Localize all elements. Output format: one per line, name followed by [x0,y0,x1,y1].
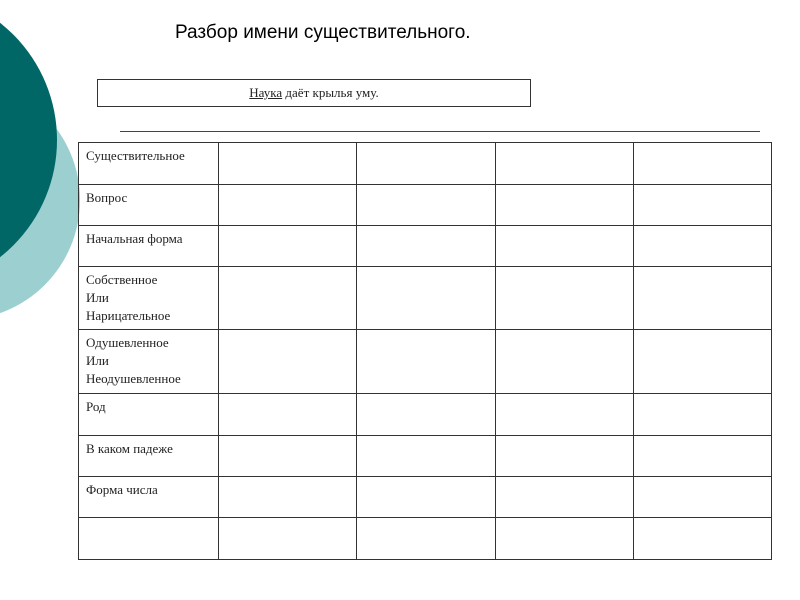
answer-cell[interactable] [219,330,357,394]
table-row [79,185,772,226]
row-label-line: Нарицательное [86,308,171,323]
row-label [79,143,219,185]
row-label-line: Начальная форма [86,231,183,246]
answer-cell[interactable] [357,330,495,394]
answer-cell[interactable] [357,185,495,226]
answer-cell[interactable] [495,330,633,394]
answer-cell[interactable] [219,436,357,477]
answer-cell[interactable] [357,394,495,436]
table-row [79,518,772,560]
row-label-line: Одушевленное [86,335,169,350]
table-row [79,436,772,477]
answer-cell[interactable] [357,477,495,518]
decorative-circles [0,0,90,340]
answer-cell[interactable] [219,185,357,226]
answer-cell[interactable] [495,143,633,185]
answer-cell[interactable] [633,330,771,394]
analysis-table [78,142,772,560]
answer-cell[interactable] [495,185,633,226]
answer-cell[interactable] [219,226,357,267]
row-label [79,436,219,477]
sentence-subject: Наука [249,85,283,100]
sentence-rest: даёт крылья уму. [282,85,379,100]
table-row [79,143,772,185]
answer-cell[interactable] [357,143,495,185]
answer-cell[interactable] [633,143,771,185]
answer-cell[interactable] [495,394,633,436]
row-label-line: Собственное [86,272,158,287]
answer-cell[interactable] [633,267,771,330]
answer-cell[interactable] [633,185,771,226]
answer-cell[interactable] [219,143,357,185]
answer-cell[interactable] [495,477,633,518]
answer-cell[interactable] [357,518,495,560]
answer-cell[interactable] [219,518,357,560]
row-label [79,267,219,330]
row-label-line: Вопрос [86,190,128,205]
row-label-line: Существительное [86,148,185,163]
answer-cell[interactable] [633,436,771,477]
answer-cell[interactable] [219,394,357,436]
answer-cell[interactable] [495,518,633,560]
answer-cell[interactable] [357,436,495,477]
answer-cell[interactable] [633,394,771,436]
answer-cell[interactable] [495,436,633,477]
answer-cell[interactable] [633,518,771,560]
row-label-line: Неодушевленное [86,371,181,386]
answer-cell[interactable] [357,226,495,267]
row-label-line: Форма числа [86,482,158,497]
answer-cell[interactable] [633,477,771,518]
table-row [79,330,772,394]
divider-line [120,131,760,132]
row-label-line: Или [86,290,109,305]
row-label-line: Или [86,353,109,368]
row-label [79,394,219,436]
answer-cell[interactable] [219,477,357,518]
sentence-box [97,79,531,107]
table-row [79,394,772,436]
row-label [79,477,219,518]
page-title: Разбор имени существительного. [175,22,471,43]
row-label-line: Род [86,399,106,414]
table-row [79,477,772,518]
table-row [79,267,772,330]
row-label [79,226,219,267]
answer-cell[interactable] [495,226,633,267]
answer-cell[interactable] [495,267,633,330]
row-label [79,185,219,226]
answer-cell[interactable] [219,267,357,330]
answer-cell[interactable] [357,267,495,330]
table-row [79,226,772,267]
row-label [79,330,219,394]
answer-cell[interactable] [633,226,771,267]
row-label [79,518,219,560]
row-label-line: В каком падеже [86,441,173,456]
